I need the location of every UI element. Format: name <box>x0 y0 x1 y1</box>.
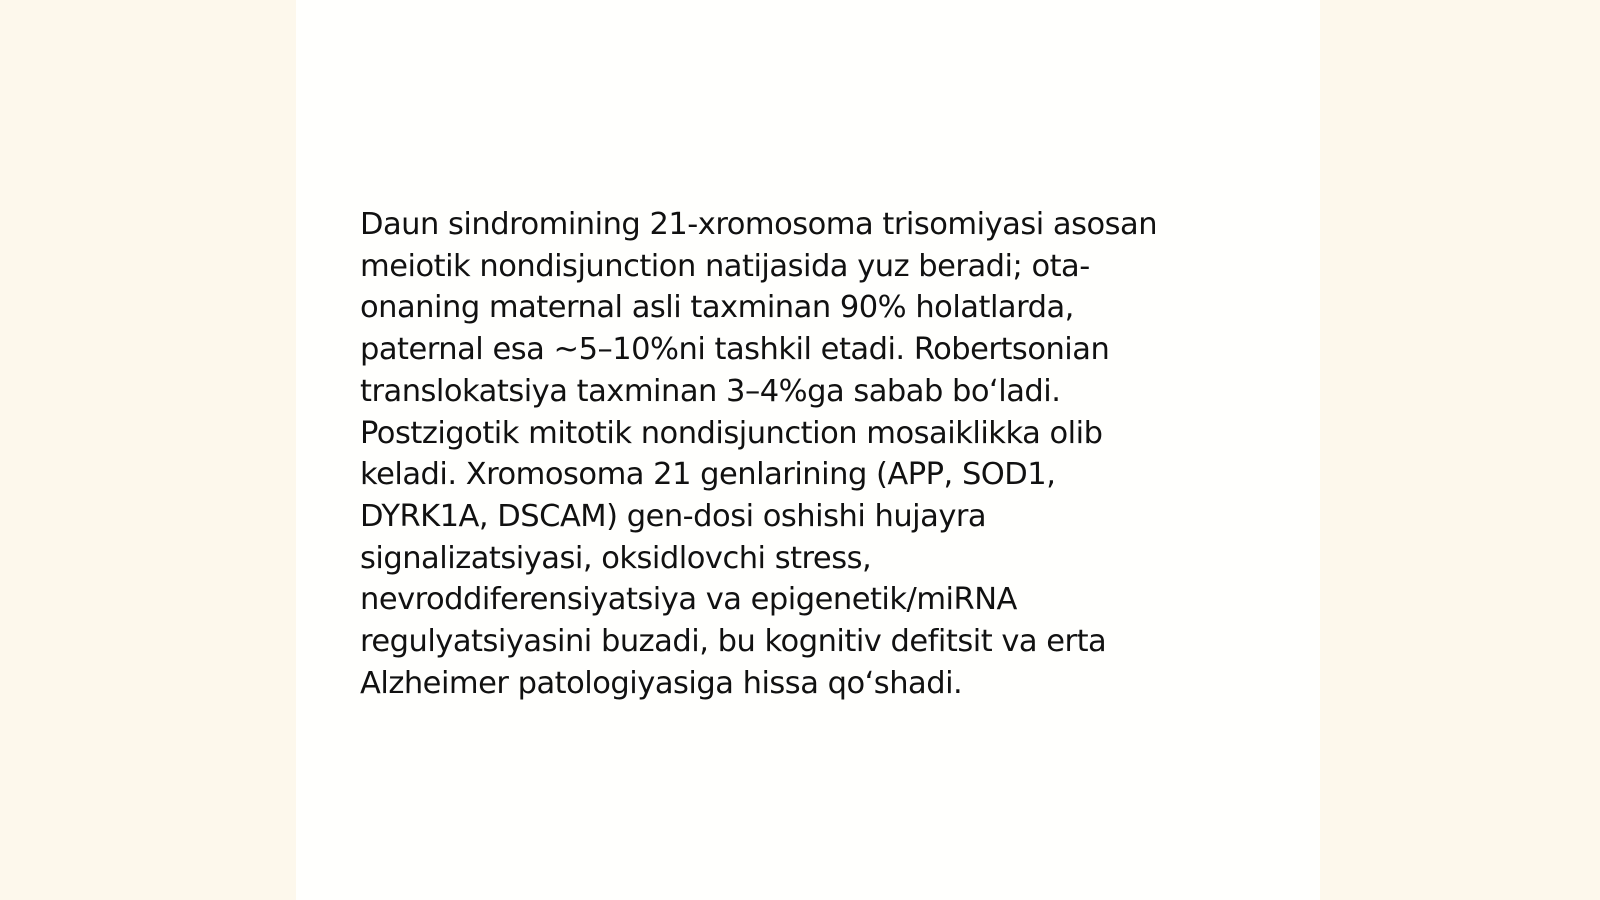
paragraph-line-8: DYRK1A, DSCAM) gen-dosi oshishi hujayra <box>360 498 987 534</box>
paragraph-line-1: Daun sindromining 21-xromosoma trisomiyasi asosan <box>360 207 1158 242</box>
document-page <box>296 0 1320 900</box>
paragraph-line-3: onaning maternal asli taxminan 90% holatlarda, <box>360 290 1074 326</box>
paragraph-line-10: nevroddiferensiyatsiya va epigenetik/miRNA <box>360 582 1017 618</box>
paragraph-line-11: regulyatsiyasini buzadi, bu kognitiv defitsit va erta <box>360 624 1107 660</box>
paragraph-line-7: keladi. Xromosoma 21 genlarining (APP, SOD1, <box>360 457 1056 493</box>
paragraph-line-5: translokatsiya taxminan 3–4%ga sabab bo‘ladi. <box>360 373 1061 409</box>
body-paragraph <box>360 204 1260 704</box>
paragraph-line-4: paternal esa ~5–10%ni tashkil etadi. Robertsonian <box>360 332 1110 368</box>
paragraph-line-12: Alzheimer patologiyasiga hissa qo‘shadi. <box>360 665 963 701</box>
paragraph-line-6: Postzigotik mitotik nondisjunction mosaiklikka olib <box>360 415 1103 451</box>
paragraph-line-9: signalizatsiyasi, oksidlovchi stress, <box>360 540 872 576</box>
paragraph-line-2: meiotik nondisjunction natijasida yuz beradi; ota- <box>360 248 1090 284</box>
